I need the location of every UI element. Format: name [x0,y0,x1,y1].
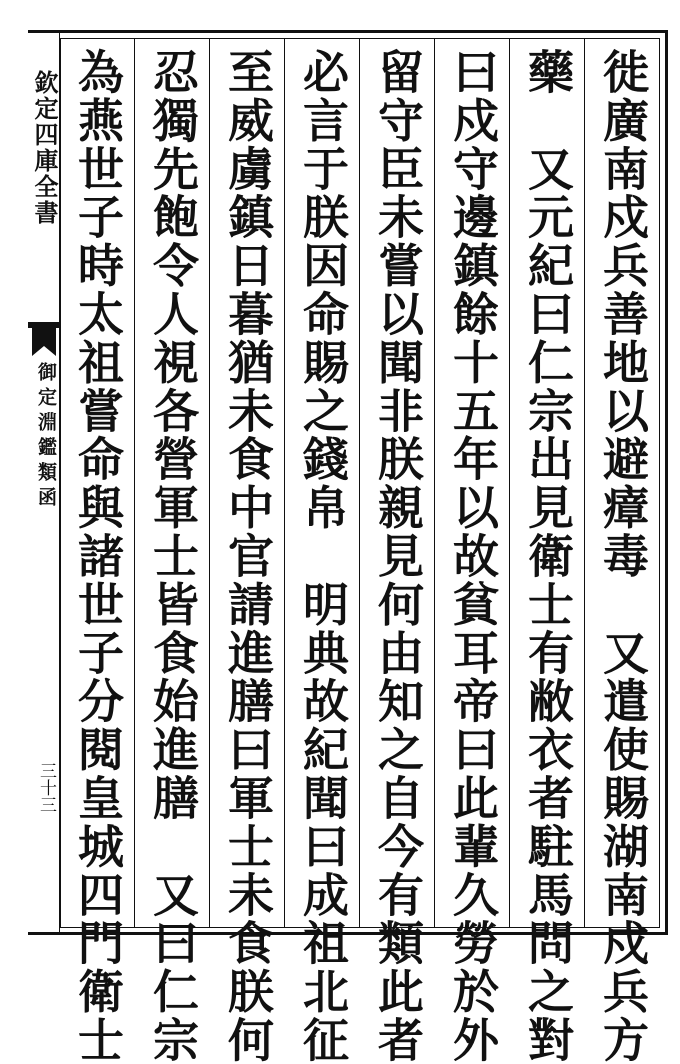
text-column [285,38,360,1064]
text-column [510,38,585,1064]
text-column [435,38,510,1064]
column-text: 為燕世子時太祖嘗命與諸世子分閱皇城四門衛士 [71,48,125,1064]
fishtail-mark-icon [28,322,60,360]
text-column [585,38,660,1064]
page-number: 三十三 [36,762,56,813]
text-column [210,38,285,1064]
column-text: 藥 又元紀曰仁宗出見衛士有敝衣者駐馬問之對 [521,48,575,1064]
column-text: 曰戍守邊鎮餘十五年以故貧耳帝曰此輩久勞於外 [446,48,500,1064]
text-column [135,38,210,1064]
column-text: 徙廣南戍兵善地以避瘴毒 又遣使賜湖南戍兵方 [596,48,650,1064]
column-text: 必言于朕因命賜之錢帛 明典故紀聞曰成祖北征 [296,48,350,1064]
column-text: 忍獨先飽令人視各營軍士皆食始進膳 又曰仁宗 [146,48,200,1064]
volume-title: 御定淵鑑類函 [35,362,57,512]
column-text: 留守臣未嘗以聞非朕親見何由知之自今有類此者 [371,48,425,1064]
text-column [60,38,135,1064]
text-column [360,38,435,1064]
book-title: 欽定四庫全書 [30,70,59,226]
text-columns [60,38,660,1064]
column-text: 至威虜鎮日暮猶未食中官請進膳曰軍士未食朕何 [221,48,275,1064]
margin-column [28,30,60,935]
